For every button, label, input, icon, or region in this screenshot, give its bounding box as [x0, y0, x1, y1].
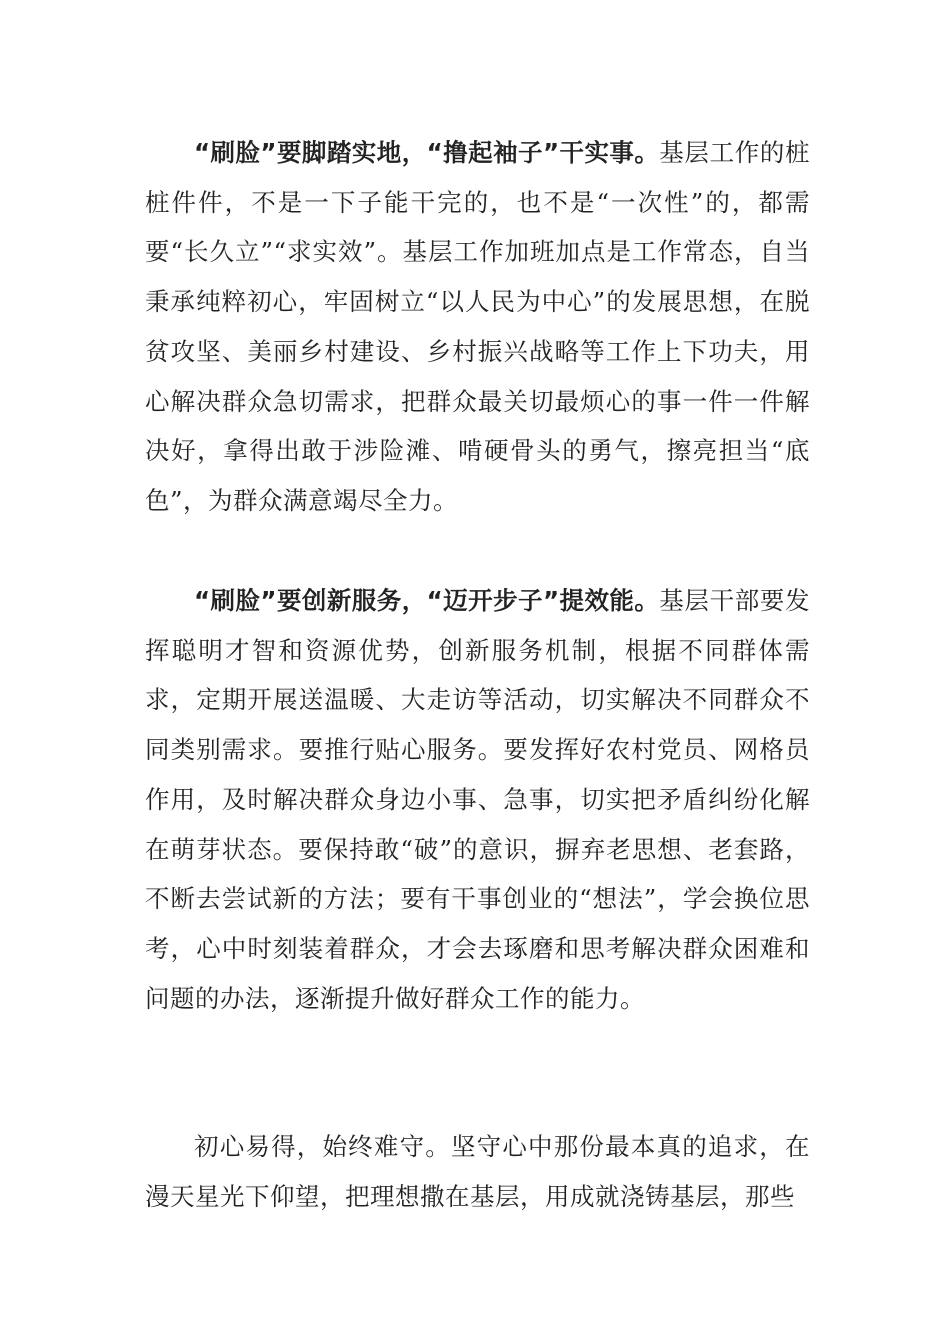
paragraph-3 [145, 1122, 810, 1221]
paragraph-2-body: 基层干部要发挥聪明才智和资源优势，创新服务机制，根据不同群体需求，定期开展送温暖、大走访等活动，切实解决不同群众不同类别需求。要推行贴心服务。要发挥好农村党员、网格员作用，及时解决群众身边小事、急事，切实把矛盾纠纷化解在萌芽状态。要保持敢“破”的意识，摒弃老思想、老套路，不断去尝试新的方法；要有干事创业的“想法”，学会换位思考，心中时刻装着群众，才会去琢磨和思考解决群众困难和问题的办法，逐渐提升做好群众工作的能力。 [145, 586, 810, 1013]
paragraph-2 [145, 576, 810, 1023]
paragraph-1 [145, 128, 810, 526]
paragraph-1-body: 基层工作的桩桩件件，不是一下子能干完的，也不是“一次性”的，都需要“长久立”“求实效”。基层工作加班加点是工作常态，自当秉承纯粹初心，牢固树立“以人民为中心”的发展思想，在脱贫攻坚、美丽乡村建设、乡村振兴战略等工作上下功夫，用心解决群众急切需求，把群众最关切最烦心的事一件一件解决好，拿得出敢于涉险滩、啃硬骨头的勇气，擦亮担当“底色”，为群众满意竭尽全力。 [145, 138, 810, 515]
paragraph-1-lead-heading: “刷脸”要脚踏实地，“撸起袖子”干实事。 [194, 138, 660, 167]
paragraph-2-lead-heading: “刷脸”要创新服务，“迈开步子”提效能。 [194, 586, 660, 615]
paragraph-3-body: 初心易得，始终难守。坚守心中那份最本真的追求，在漫天星光下仰望，把理想撒在基层，用成就浇铸基层，那些 [145, 1132, 810, 1211]
